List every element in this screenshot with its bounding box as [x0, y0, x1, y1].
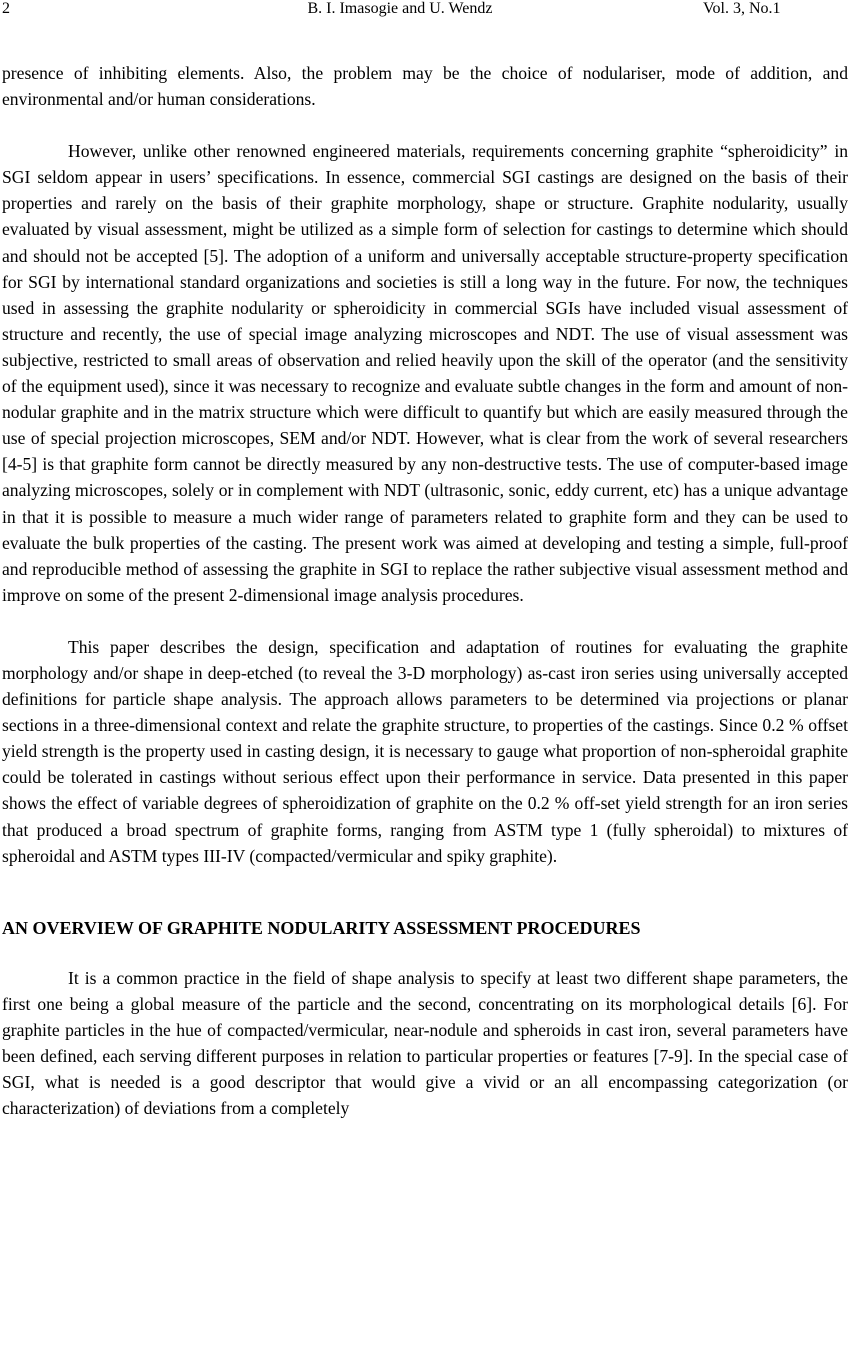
paragraph-4: It is a common practice in the field of shape analysis to specify at least two different shape parameters, the first one being a global measure of the particle and the second, concentrating on its morphological details [6]. For graphite particles in the hue of compacted/vermicular, near-nodule and spheroids in cast iron, several parameters have been defined, each serving different purposes in relation to particular properties or features [7-9]. In the special case of SGI, what is needed is a good descriptor that would give a vivid or an all encompassing categorization (or characterization) of deviations from a completely [2, 967, 848, 1119]
running-head-authors: B. I. Imasogie and U. Wendz [307, 0, 493, 17]
paragraph-3: This paper describes the design, specification and adaptation of routines for evaluating the graphite morphology and/or shape in deep-etched (to reveal the 3-D morphology) as-cast iron series using universally accepted definitions for particle shape analysis. The approach allows parameters to be determined via projections or planar sections in a three-dimensional context and relate the graphite structure, to properties of the castings. Since 0.2 % offset yield strength is the property used in casting design, it is necessary to gauge what proportion of non-spheroidal graphite could be tolerated in castings without serious effect upon their performance in service. Data presented in this paper shows the effect of variable degrees of spheroidization of graphite on the 0.2 % off-set yield strength for an iron series that produced a broad spectrum of graphite forms, ranging from ASTM type 1 (fully spheroidal) to mixtures of spheroidal and ASTM types III-IV (compacted/vermicular and spiky graphite). [2, 636, 848, 866]
paragraph-2: However, unlike other renowned engineered materials, requirements concerning graphite “spheroidicity” in SGI seldom appear in users’ specifications. In essence, commercial SGI castings are designed on the basis of their properties and rarely on the basis of their graphite morphology, shape or structure. Graphite nodularity, usually evaluated by visual assessment, might be utilized as a simple form of selection for castings to determine which should and should not be accepted [5]. The adoption of a uniform and universally acceptable structure-property specification for SGI by international standard organizations and societies is still a long way in the future. For now, the techniques used in assessing the graphite nodularity or spheroidicity in commercial SGIs have included visual assessment of structure and recently, the use of special image analyzing microscopes and NDT. The use of visual assessment was subjective, restricted to small areas of observation and relied heavily upon the skill of the operator (and the sensitivity of the equipment used), since it was necessary to recognize and evaluate subtle changes in the form and amount of non-nodular graphite and in the matrix structure which were difficult to quantify but which are easily measured through the use of special projection microscopes, SEM and/or NDT. However, what is clear from the work of several researchers [4-5] is that graphite form cannot be directly measured by any non-destructive tests. The use of computer-based image analyzing microscopes, solely or in complement with NDT (ultrasonic, sonic, eddy current, etc) has a unique advantage in that it is possible to measure a much wider range of parameters related to graphite form and they can be used to evaluate the bulk properties of the casting. The present work was aimed at developing and testing a simple, full-proof and reproducible method of assessing the graphite in SGI to replace the rather subjective visual assessment method and improve on some of the present 2-dimensional image analysis procedures. [2, 141, 848, 605]
body-text [2, 60, 848, 1147]
running-head-volume: Vol. 3, No.1 [703, 0, 781, 17]
page-number: 2 [2, 0, 10, 17]
running-head [0, 0, 850, 22]
paragraph-1: presence of inhibiting elements. Also, the problem may be the choice of nodulariser, mode of addition, and environmental and/or human considerations. [2, 63, 848, 110]
section-heading: AN OVERVIEW OF GRAPHITE NODULARITY ASSESSMENT PROCEDURES [2, 917, 641, 938]
